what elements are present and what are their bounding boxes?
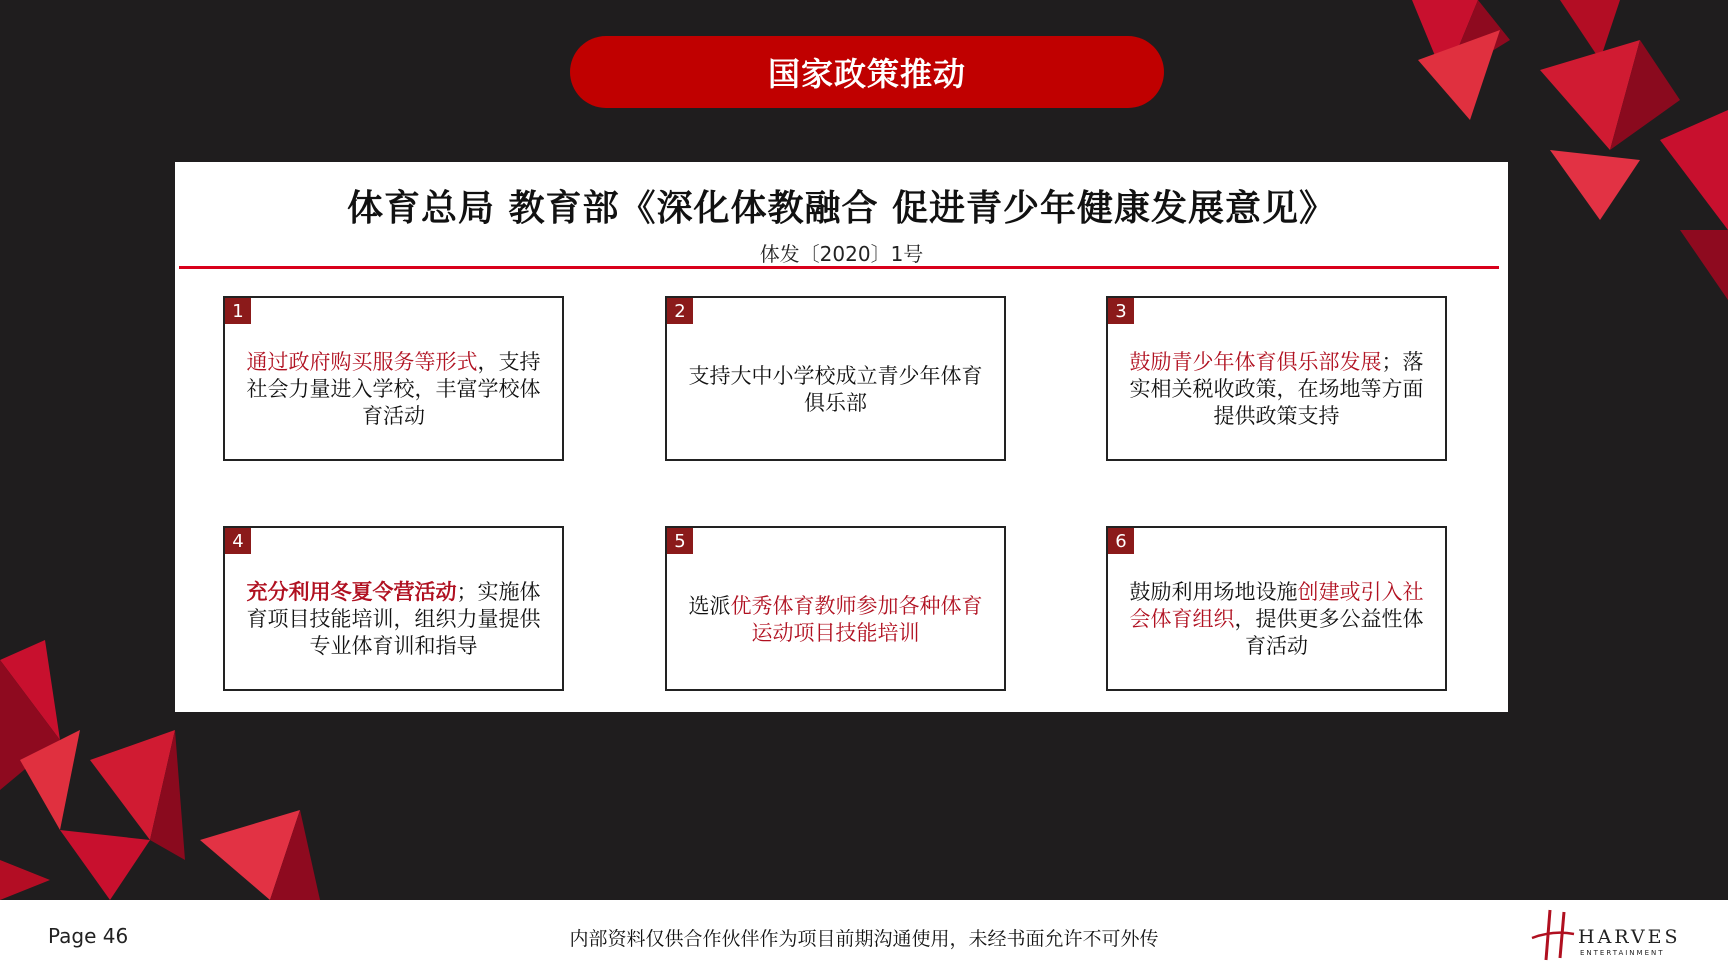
- card-number-badge: 5: [667, 528, 693, 554]
- card-number-badge: 3: [1108, 298, 1134, 324]
- footer: [0, 900, 1728, 972]
- card-text: 充分利用冬夏令营活动；实施体育项目技能培训，组织力量提供专业体育训和指导: [246, 580, 541, 658]
- policy-card-5: [665, 526, 1006, 691]
- policy-card-2: [665, 296, 1006, 461]
- policy-card-1: [223, 296, 564, 461]
- card-number-badge: 6: [1108, 528, 1134, 554]
- card-text: 通过政府购买服务等形式，支持社会力量进入学校，丰富学校体育活动: [246, 350, 541, 428]
- logo-wordmark: HARVES: [1578, 926, 1681, 948]
- h-monogram-icon: [1528, 908, 1578, 962]
- card-text: 鼓励青少年体育俱乐部发展；落实相关税收政策，在场地等方面提供政策支持: [1129, 350, 1424, 428]
- divider: [179, 266, 1499, 269]
- policy-card-4: [223, 526, 564, 691]
- policy-panel: [175, 162, 1508, 712]
- page-number: Page 46: [48, 924, 129, 948]
- card-number-badge: 4: [225, 528, 251, 554]
- logo-subtitle: ENTERTAINMENT: [1580, 949, 1665, 957]
- card-text: 选派优秀体育教师参加各种体育运动项目技能培训: [688, 593, 983, 645]
- policy-card-6: [1106, 526, 1447, 691]
- section-title: 国家政策推动: [570, 36, 1164, 108]
- card-text: 鼓励利用场地设施创建或引入社会体育组织，提供更多公益性体育活动: [1129, 580, 1424, 658]
- confidential-note: 内部资料仅供合作伙伴作为项目前期沟通使用，未经书面允许不可外传: [569, 928, 1159, 950]
- document-title: 体育总局 教育部《深化体教融合 促进青少年健康发展意见》: [346, 188, 1337, 229]
- card-number-badge: 1: [225, 298, 251, 324]
- document-number: 体发〔2020〕1号: [759, 242, 924, 266]
- card-number-badge: 2: [667, 298, 693, 324]
- card-text: 支持大中小学校成立青少年体育俱乐部: [688, 363, 983, 415]
- harves-logo: [1528, 908, 1698, 962]
- policy-card-3: [1106, 296, 1447, 461]
